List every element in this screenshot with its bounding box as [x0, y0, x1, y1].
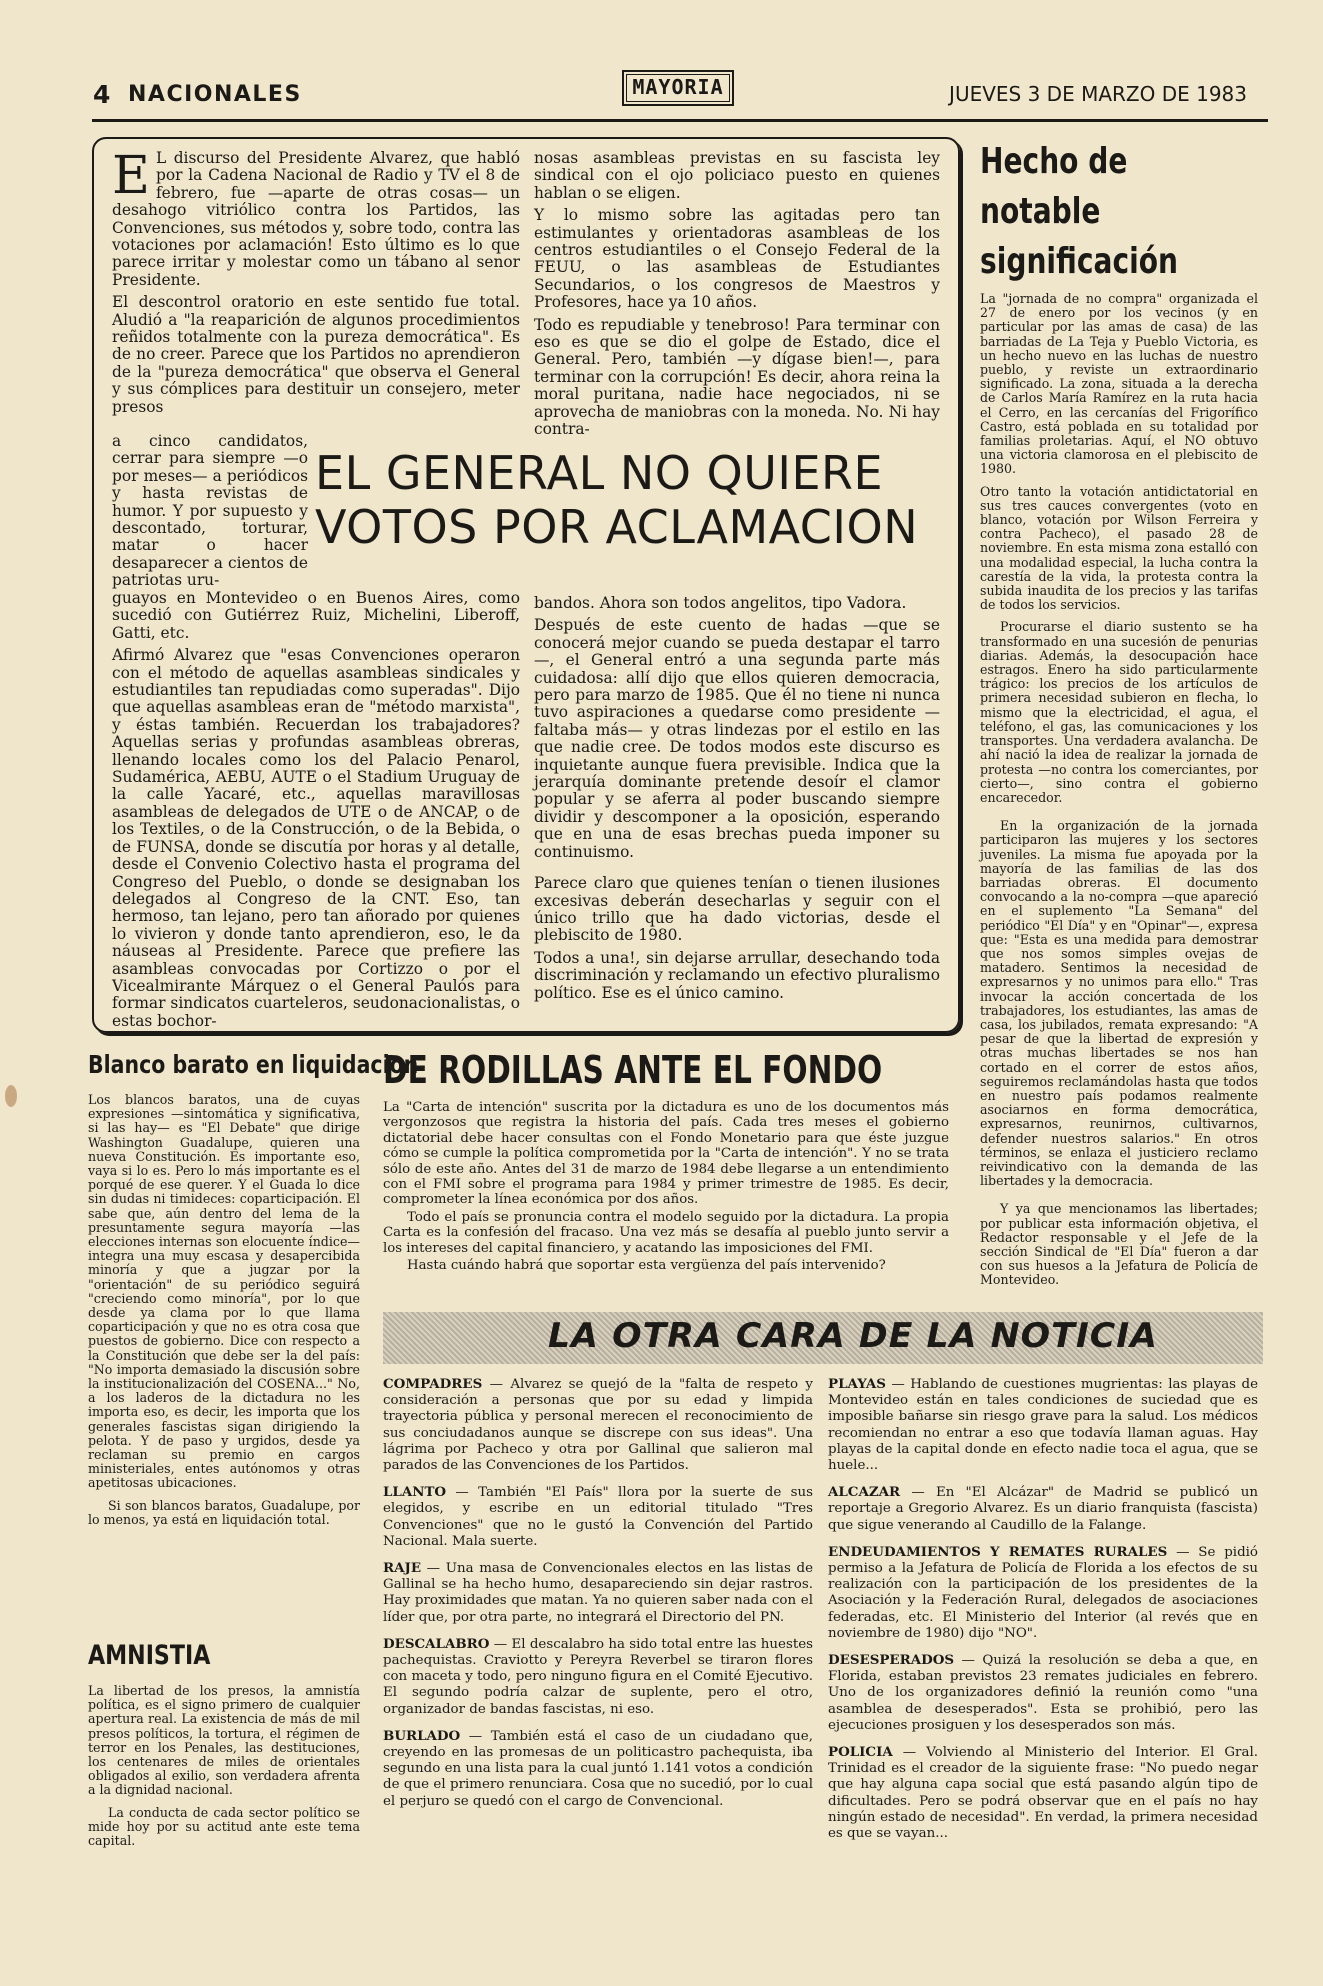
header-rule: [92, 119, 1268, 122]
otra-cara-item-keyword: PLAYAS: [828, 1376, 886, 1392]
main-article-paragraph: a cinco candidatos, cerrar para siempre —o por meses— a periódicos y hasta revistas de humor. Y por supuesto y descontado, torturar, matar o hacer desaparecer a cientos de patriotas uru-: [112, 432, 308, 590]
otra-cara-item: [828, 1376, 1258, 1474]
main-article-paragraph: Y lo mismo sobre las agitadas pero tan estimulantes y orientadoras asambleas de los centros estudiantiles o el Consejo Federal de la FEUU, o las asambleas de Estudiantes Secundarios, o los congresos de Maestros y Profesores, hace ya 10 años.: [534, 206, 940, 312]
otra-cara-headline: LA OTRA CARA DE LA NOTICIA: [548, 1316, 1159, 1356]
blanco-paragraph: Si son blancos baratos, Guadalupe, por lo menos, ya está en liquidación total.: [88, 1497, 360, 1527]
hecho-headline-line: significación: [980, 241, 1179, 282]
hecho-paragraph: En la organización de la jornada participaron las mujeres y los sectores juveniles. La misma fue apoyada por la mayoría de las familias de las dos barriadas obreras. El documento convocando a la no-compra —que apareció en el suplemento "La Semana" del periódico "El Día" y en "Opinar"—, expresa que: "Esta es una medida para demostrar que nos somos simples ovejas de matadero. Sentimos la necesidad de expresarnos y no unimos para ello." Tras invocar la acción concertada de los trabajadores, los estudiantes, las amas de casa, los jubilados, remata expresando: "A pesar de que la libertad de expresión y otras muchas libertades se nos han cortado en el correr de estos años, seguiremos reclamándolas hasta que todos en nuestro país podamos realmente asociarnos en forma democrática, expresarnos, reunirnos, cultivarnos, defender nuestros salarios." En otros términos, se enlaza el justiciero reclamo reivindicativo con la demanda de las libertades y la democracia.: [980, 818, 1258, 1189]
amnistia-body: [88, 1684, 360, 1856]
hecho-paragraph: Otro tanto la votación antidictatorial en sus tres cauces convergentes (voto en blanco, votación por Wilson Ferreira y contra Pacheco), el pasado 28 de noviembre. En esta misma zona estalló con una modalidad especial, la lucha contra la carestía de la vida, la protesta contra la subida inaudita de los precios y las tarifas de todos los servicios.: [980, 483, 1258, 613]
otra-cara-left-column: [383, 1376, 813, 1820]
main-article-column-1b: [112, 433, 308, 595]
otra-cara-item: [828, 1744, 1258, 1842]
otra-cara-item-text: — También está el caso de un ciudadano que, creyendo en las promesas de un politicastro pachequista, iba segundo en una lista para la cual juntó 1.141 votos a condición de que el primero renunciara. Cosa que no sucedió, por lo cual el perjuro se quedó con el cargo de Convencional.: [383, 1728, 813, 1809]
amnistia-headline: AMNISTIA: [88, 1640, 211, 1671]
otra-cara-item-text: — Quizá la resolución se deba a que, en Florida, estaban previstos 23 remates judiciales en febrero. Uno de los organizadores definió la reunión como "una asamblea de desesperados". Esta se prohibió, pero las ejecuciones prosiguen y los desesperados son más.: [828, 1653, 1258, 1733]
otra-cara-item-keyword: ALCAZAR: [828, 1484, 901, 1501]
otra-cara-item-text: — También "El País" llora por la suerte de sus elegidos, y escribe en un editorial titulado "Tres Convenciones" que no le gustó la Convención del Partido Nacional. Mala suerte.: [383, 1485, 813, 1549]
main-headline-line: EL GENERAL NO QUIERE: [315, 446, 884, 500]
binding-hole: [5, 1085, 17, 1107]
otra-cara-item-keyword: DESESPERADOS: [828, 1652, 955, 1669]
drop-cap: E: [112, 146, 150, 206]
main-article-paragraph: Parece claro que quienes tenían o tienen ilusiones excesivas deberán desecharlas y seguir con el único trillo que ha dado victorias, desde el plebiscito de 1980.: [534, 874, 940, 945]
blanco-headline: Blanco barato en liquidacion: [88, 1050, 419, 1079]
otra-cara-item-keyword: ENDEUDAMIENTOS Y REMATES RURALES: [828, 1543, 1168, 1560]
main-headline-line: VOTOS POR ACLAMACION: [315, 500, 919, 554]
hecho-paragraph: Y ya que mencionamos las libertades; por publicar esta información objetiva, el Redactor responsable y el Jefe de la sección Sindical de "El Día" fueron a dar con sus huesos a la Jefatura de Policía de Montevideo.: [980, 1201, 1258, 1288]
otra-cara-item-text: — Una masa de Convencionales electos en las listas de Gallinal se ha hecho humo, desapareciendo sin dejar rastros. Hay proximidades que matan. Ya no quieren saber nada con el líder que, por otra parte, no integrará el Directorio del PN.: [383, 1561, 813, 1625]
main-headline: [315, 446, 955, 554]
rodillas-body: [383, 1100, 949, 1281]
hecho-headline-line: Hecho de: [980, 141, 1128, 182]
otra-cara-item: [383, 1560, 813, 1626]
rodillas-paragraph: La "Carta de intención" suscrita por la dictadura es uno de los documentos más vergonzosos que registra la historia del país. Cada tres meses el gobierno dictatorial debe hacer consultas con el Fondo Monetario para que éste juzgue cómo se cumple la política comprometida por la "Carta de intención". Y no se trata sólo de este año. Antes del 31 de marzo de 1984 debe llegarse a un entendimiento con el FMI sobre el programa para 1984 y primer trimestre de 1985. Es decir, comprometer la línea económica por dos años.: [383, 1100, 949, 1208]
main-article-paragraph: El descontrol oratorio en este sentido fue total. Aludió a "la reaparición de algunos procedimientos reñidos totalmente con la pureza democrática". Es de no creer. Parece que los Partidos no aprendieron de la "pureza democrática" que observa el General y sus cómplices para destituir un consejero, meter presos: [112, 293, 520, 416]
page-number: 4: [93, 80, 111, 109]
otra-cara-item: [828, 1484, 1258, 1534]
rodillas-paragraph: Hasta cuándo habrá que soportar esta vergüenza del país intervenido?: [407, 1258, 886, 1274]
hecho-headline-line: notable: [980, 191, 1101, 232]
otra-cara-right-column: [828, 1376, 1258, 1852]
otra-cara-item-keyword: DESCALABRO: [383, 1635, 490, 1652]
otra-cara-item: [383, 1636, 813, 1718]
main-article-paragraph: bandos. Ahora son todos angelitos, tipo Vadora.: [534, 594, 907, 612]
amnistia-paragraph: La conducta de cada sector político se mide hoy por su actitud ante este tema capital.: [88, 1804, 360, 1849]
hecho-paragraph: Procurarse el diario sustento se ha transformado en una sucesión de penurias diarias. Además, la desocupación hace estragos. Enero ha sido particularmente trágico: los precios de los artículos de primera necesidad subieron en flecha, lo mismo que la electricidad, el agua, el teléfono, el gas, las comunicaciones y los transportes. Una verdadera avalancha. De ahí nació la idea de realizar la jornada de protesta —no contra los comerciantes, por cierto—, sino contra el gobierno encarecedor.: [980, 619, 1258, 805]
hecho-paragraph: La "jornada de no compra" organizada el 27 de enero por los vecinos (y en particular por las amas de casa) de las barriadas de La Teja y Pueblo Victoria, es un hecho nuevo en las luchas de nuestro pueblo, y reviste un extraordinario significado. La zona, situada a la derecha de Carlos María Ramírez en la ruta hacia el Cerro, en las cercanías del Frigorífico Castro, está poblada en su totalidad por familias proletarias. Aquí, el NO obtuvo una victoria clamorosa en el plebiscito de 1980.: [980, 291, 1258, 477]
otra-cara-item: [383, 1484, 813, 1550]
section-title: NACIONALES: [128, 82, 302, 107]
otra-cara-item-text: — Alvarez se quejó de la "falta de respeto y consideración a personas que por su edad y limpida trayectoria pública y personal merecen el reconocimiento de sus conciudadanos aunque se discrepe con sus ideas". Una lágrima por Pacheco y otra por Gallinal que salieron mal parados de las Convenciones de los Partidos.: [383, 1377, 813, 1474]
hecho-headline: [980, 137, 1206, 287]
main-article-column-1a: [112, 146, 520, 421]
otra-cara-item: [828, 1544, 1258, 1642]
main-article-paragraph: Después de este cuento de hadas —que se conocerá mejor cuando se pueda destapar el tarro—, el General entró a una segunda parte más cuidadosa: allí dijo que ellos quieren democracia, pero para marzo de 1985. Que él no tiene ni nunca tuvo aspiraciones a quedarse como presidente —faltaba más— y otras lindezas por el estilo en las que nadie cree. De todos modos este discurso es inquietante aunque fuera previsible. Indica que la jerarquía dominante pretende desoír el clamor popular y se aferra al poder buscando siempre dividir y descomponer a la oposición, esperando que en una de esas brechas pueda imponer su continuismo.: [534, 616, 940, 861]
main-article-column-2a: [534, 150, 940, 444]
main-article-paragraph: Afirmó Alvarez que "esas Convenciones operaron con el método de aquellas asambleas sindicales y estudiantiles tan repudiadas como superadas". Dijo que aquellas asambleas eran de "método marxista", y éstas también. Recuerdan los trabajadores? Aquellas serias y profundas asambleas obreras, llenando locales como los del Palacio Penarol, Sudamérica, AEBU, AUTE o el Stadium Uruguay de la calle Yacaré, etc., aquellas maravillosas asambleas de delegados de UTE o de ANCAP, o de los Textiles, o de la Construcción, o de la Bebida, o de FUNSA, donde se discutía por horas y al detalle, desde el Convenio Colectivo hasta el programa del Congreso del Pueblo, o donde se designaban los delegados al Congreso de la CNT. Eso, tan hermoso, tan lejano, pero tan añorado por quienes lo vivieron y donde tanto aprendieron, eso, le da náuseas al Presidente. Parece que prefiere las asambleas convocadas por Cortizzo o por el Vicealmirante Márquez o el General Paulós para formar sindicatos cuarteleros, seudonacionalistas, o estas bochor-: [112, 646, 520, 1030]
otra-cara-item-keyword: LLANTO: [383, 1484, 447, 1501]
otra-cara-item-text: — Se pidió permiso a la Jefatura de Policía de Florida a los efectos de su realización con la participación de los presidentes de la Asociación y la Federación Rural, delegados de asociaciones federadas, etc. El Ministerio del Interior (al revés que en noviembre de 1980) dijo "NO".: [828, 1544, 1258, 1641]
blanco-paragraph: Los blancos baratos, una de cuyas expresiones —sintomática y significativa, si las hay— es "El Debate" que dirige Washington Guadalupe, quieren una nueva Constitución. Es importante eso, vaya si lo es. Pero lo más importante es el porqué de ese querer. Y el Guada lo dice sin dudas ni timideces: coparticipación. El sabe que, aún dentro del lema de la presuntamente segura mayoría —las elecciones internas son elocuente índice— integra una muy escasa y desapercibida minoría y que a jugzar por la "orientación" de su periódico seguirá "creciendo como minoría", por lo que desde ya clama por lo que llama coparticipación y que no es otra cosa que puestos de gobierno. Dice con respecto a la Constitución que debe ser la del país: "No importa demasiado la discusión sobre la institucionalización del COSENA..." No, a los laderos de la dictadura no les importa eso, es decir, les importa que los generales fascistas sigan dirigiendo la pelota. Y de paso y urgidos, desde ya reclaman su premio en cargos ministeriales, entes autónomos y otras apetitosas ubicaciones.: [88, 1092, 360, 1491]
otra-cara-item-text: — Volviendo al Ministerio del Interior. El Gral. Trinidad es el creador de la siguiente frase: "No puedo negar que hay alguna capa social que está pasando algún tipo de dificultades. Pero se podrá observar que en el país no hay ningún estado de necesidad". En verdad, la primera necesidad es que se vayan...: [828, 1745, 1258, 1842]
otra-cara-item: [383, 1376, 813, 1474]
issue-date: JUEVES 3 DE MARZO DE 1983: [949, 82, 1247, 106]
main-article-column-1c: [112, 590, 520, 1035]
otra-cara-item-text: — Hablando de cuestiones mugrientas: las playas de Montevideo están en tales condiciones de suciedad que es imposible bañarse sin riesgo grave para la salud. Los médicos recomiendan no entrar a eso que todavía llaman aguas. Hay playas de la capital donde en efecto nadie toca el agua, que se huele...: [828, 1377, 1258, 1474]
main-article-paragraph: Todo es repudiable y tenebroso! Para terminar con eso es que se dio el golpe de Estado, dice el General. Pero, también —y dígase bien!—, para terminar con la corrupción! Es decir, ahora reina la moral puritana, nadie hace negociados, ni se aprovecha de maniobras con la moneda. No. Ni hay contra-: [534, 315, 940, 439]
otra-cara-item-keyword: RAJE: [383, 1560, 422, 1577]
rodillas-paragraph: Todo el país se pronuncia contra el modelo seguido por la dictadura. La propia Carta es la confesión del fracaso. Una vez más se desafía al pueblo junto servir a los intereses del capital financiero, y acatando las imposiciones del FMI.: [383, 1209, 949, 1256]
otra-cara-item-keyword: BURLADO: [383, 1727, 461, 1744]
main-article-paragraph: nosas asambleas previstas en su fascista ley sindical con el ojo policiaco puesto en quienes hablan o se eligen.: [534, 149, 940, 202]
rodillas-headline: DE RODILLAS ANTE EL FONDO: [383, 1048, 883, 1092]
main-article-paragraph: L discurso del Presidente Alvarez, que habló por la Cadena Nacional de Radio y TV el 8 de febrero, fue —aparte de otras cosas— un desahogo vitriólico contra los Partidos, las Convenciones, sus métodos y, sobre todo, contra las votaciones por aclamación! Esto último es lo que parece irritar y molestar como un tábano al senor Presidente.: [112, 149, 520, 289]
main-article-paragraph: Todos a una!, sin dejarse arrullar, desechando toda discriminación y reclamando un efectivo pluralismo político. Ese es el único camino.: [534, 948, 940, 1002]
otra-cara-item-text: — El descalabro ha sido total entre las huestes pachequistas. Craviotto y Pereyra Reverbel se tiraron flores con maceta y todo, pero ninguno figura en el Comité Ejecutivo. El segundo podría calzar de suplente, pero el otro, organizador de bandas fascistas, ni eso.: [383, 1636, 813, 1717]
main-article-column-2b: [534, 595, 940, 1007]
newspaper-logo: MAYORIA: [622, 70, 734, 106]
otra-cara-item-keyword: COMPADRES: [383, 1376, 483, 1392]
hecho-body: [980, 292, 1258, 1296]
otra-cara-item: [383, 1728, 813, 1810]
amnistia-paragraph: La libertad de los presos, la amnistía política, es el signo primero de cualquier apertura real. La existencia de más de mil presos políticos, la tortura, el régimen de terror en los Penales, las destituciones, los centenares de miles de orientales obligados al exilio, son verdadera afrenta a la dignidad nacional.: [88, 1683, 360, 1798]
main-article-paragraph: guayos en Montevideo o en Buenos Aires, como sucedió con Gutiérrez Ruiz, Michelini, Liberoff, Gatti, etc.: [112, 589, 520, 642]
otra-cara-item-keyword: POLICIA: [828, 1744, 893, 1761]
blanco-body: [88, 1093, 360, 1535]
otra-cara-item: [828, 1652, 1258, 1734]
otra-cara-item-text: — En "El Alcázar" de Madrid se publicó un reportaje a Gregorio Alvarez. Es un diario franquista (fascista) que sigue venerando al Caudillo de la Falange.: [828, 1485, 1258, 1533]
